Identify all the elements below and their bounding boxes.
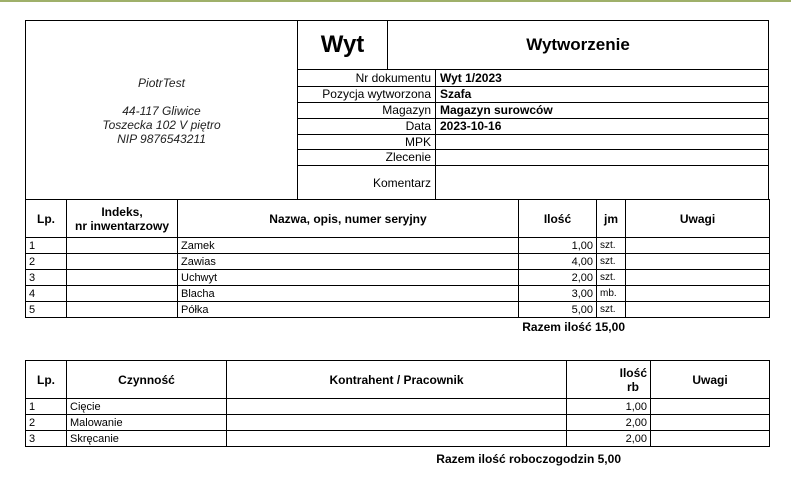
field-row-line: [297, 69, 769, 70]
items-header-name: Nazwa, opis, numer seryjny: [178, 200, 519, 238]
row-index: [67, 302, 178, 318]
row-name: Zamek: [178, 238, 519, 254]
row-unit: mb.: [597, 286, 626, 302]
row-lp: 2: [26, 254, 67, 270]
activities-table: [25, 360, 770, 447]
row-index: [67, 286, 178, 302]
row-name: Zawias: [178, 254, 519, 270]
items-header-index: [67, 200, 178, 238]
row-lp: 5: [26, 302, 67, 318]
row-name: Półka: [178, 302, 519, 318]
row-qty: 1,00: [519, 238, 597, 254]
field-row-line: [297, 165, 769, 166]
row-worker: [227, 415, 567, 431]
activities-header-qty: [567, 361, 651, 399]
table-row: [26, 254, 770, 270]
items-header-unit: jm: [597, 200, 626, 238]
row-lp: 4: [26, 286, 67, 302]
row-unit: szt.: [597, 302, 626, 318]
items-header-index-line1: Indeks,: [101, 204, 143, 219]
row-notes: [651, 415, 770, 431]
row-index: [67, 254, 178, 270]
row-notes: [626, 238, 770, 254]
table-row: [26, 238, 770, 254]
table-row: [26, 270, 770, 286]
activities-header-activity: Czynność: [67, 361, 227, 399]
row-lp: 3: [26, 270, 67, 286]
field-label-date: Data: [405, 119, 431, 133]
activities-header-qty-line2: rb: [627, 379, 639, 394]
row-worker: [227, 399, 567, 415]
row-notes: [626, 286, 770, 302]
field-value-warehouse: Magazyn surowców: [440, 103, 553, 117]
items-table: [25, 199, 770, 318]
table-row: [26, 415, 770, 431]
field-label-warehouse: Magazyn: [382, 103, 431, 117]
activities-header-worker: Kontrahent / Pracownik: [227, 361, 567, 399]
field-label-comment: Komentarz: [372, 176, 431, 190]
row-notes: [626, 254, 770, 270]
row-qty: 1,00: [567, 399, 651, 415]
company-nip: NIP 9876543211: [117, 132, 206, 146]
row-qty: 2,00: [567, 431, 651, 447]
field-label-order: Zlecenie: [385, 150, 431, 164]
row-notes: [651, 431, 770, 447]
company-name: PiotrTest: [138, 76, 185, 90]
row-index: [67, 270, 178, 286]
company-postal: 44-117 Gliwice: [122, 104, 201, 118]
activities-header-qty-line1: Ilość: [619, 365, 647, 380]
row-qty: 3,00: [519, 286, 597, 302]
row-unit: szt.: [597, 238, 626, 254]
row-qty: 2,00: [519, 270, 597, 286]
row-qty: 4,00: [519, 254, 597, 270]
row-notes: [626, 270, 770, 286]
activities-total: Razem ilość roboczogodzin 5,00: [436, 452, 621, 466]
field-label-mpk: MPK: [404, 135, 431, 149]
items-header-qty: Ilość: [519, 200, 597, 238]
row-qty: 5,00: [519, 302, 597, 318]
table-row: [26, 431, 770, 447]
company-block: [26, 76, 297, 146]
row-name: Uchwyt: [178, 270, 519, 286]
row-activity: Cięcie: [67, 399, 227, 415]
row-lp: 3: [26, 431, 67, 447]
field-label-doc-number: Nr dokumentu: [355, 71, 431, 85]
window-top-border: [0, 0, 791, 2]
table-row: [26, 302, 770, 318]
row-lp: 1: [26, 238, 67, 254]
row-unit: szt.: [597, 254, 626, 270]
row-activity: Skręcanie: [67, 431, 227, 447]
row-notes: [626, 302, 770, 318]
company-street: Toszecka 102 V piętro: [102, 118, 221, 132]
items-header-notes: Uwagi: [626, 200, 770, 238]
row-activity: Malowanie: [67, 415, 227, 431]
row-worker: [227, 431, 567, 447]
row-index: [67, 238, 178, 254]
row-lp: 2: [26, 415, 67, 431]
field-value-doc-number: Wyt 1/2023: [440, 71, 502, 85]
activities-header-notes: Uwagi: [651, 361, 770, 399]
row-name: Blacha: [178, 286, 519, 302]
row-unit: szt.: [597, 270, 626, 286]
field-value-date: 2023-10-16: [440, 119, 502, 133]
items-header-lp: Lp.: [26, 200, 67, 238]
table-row: [26, 286, 770, 302]
table-row: [26, 399, 770, 415]
row-lp: 1: [26, 399, 67, 415]
items-total: Razem ilość 15,00: [522, 320, 625, 334]
row-notes: [651, 399, 770, 415]
items-header-index-line2: nr inwentarzowy: [74, 218, 169, 233]
document-title: Wytworzenie: [526, 35, 630, 54]
field-value-position: Szafa: [440, 87, 472, 101]
field-label-position: Pozycja wytworzona: [322, 87, 431, 101]
row-qty: 2,00: [567, 415, 651, 431]
document-type: Wyt: [320, 31, 365, 58]
activities-header-lp: Lp.: [26, 361, 67, 399]
